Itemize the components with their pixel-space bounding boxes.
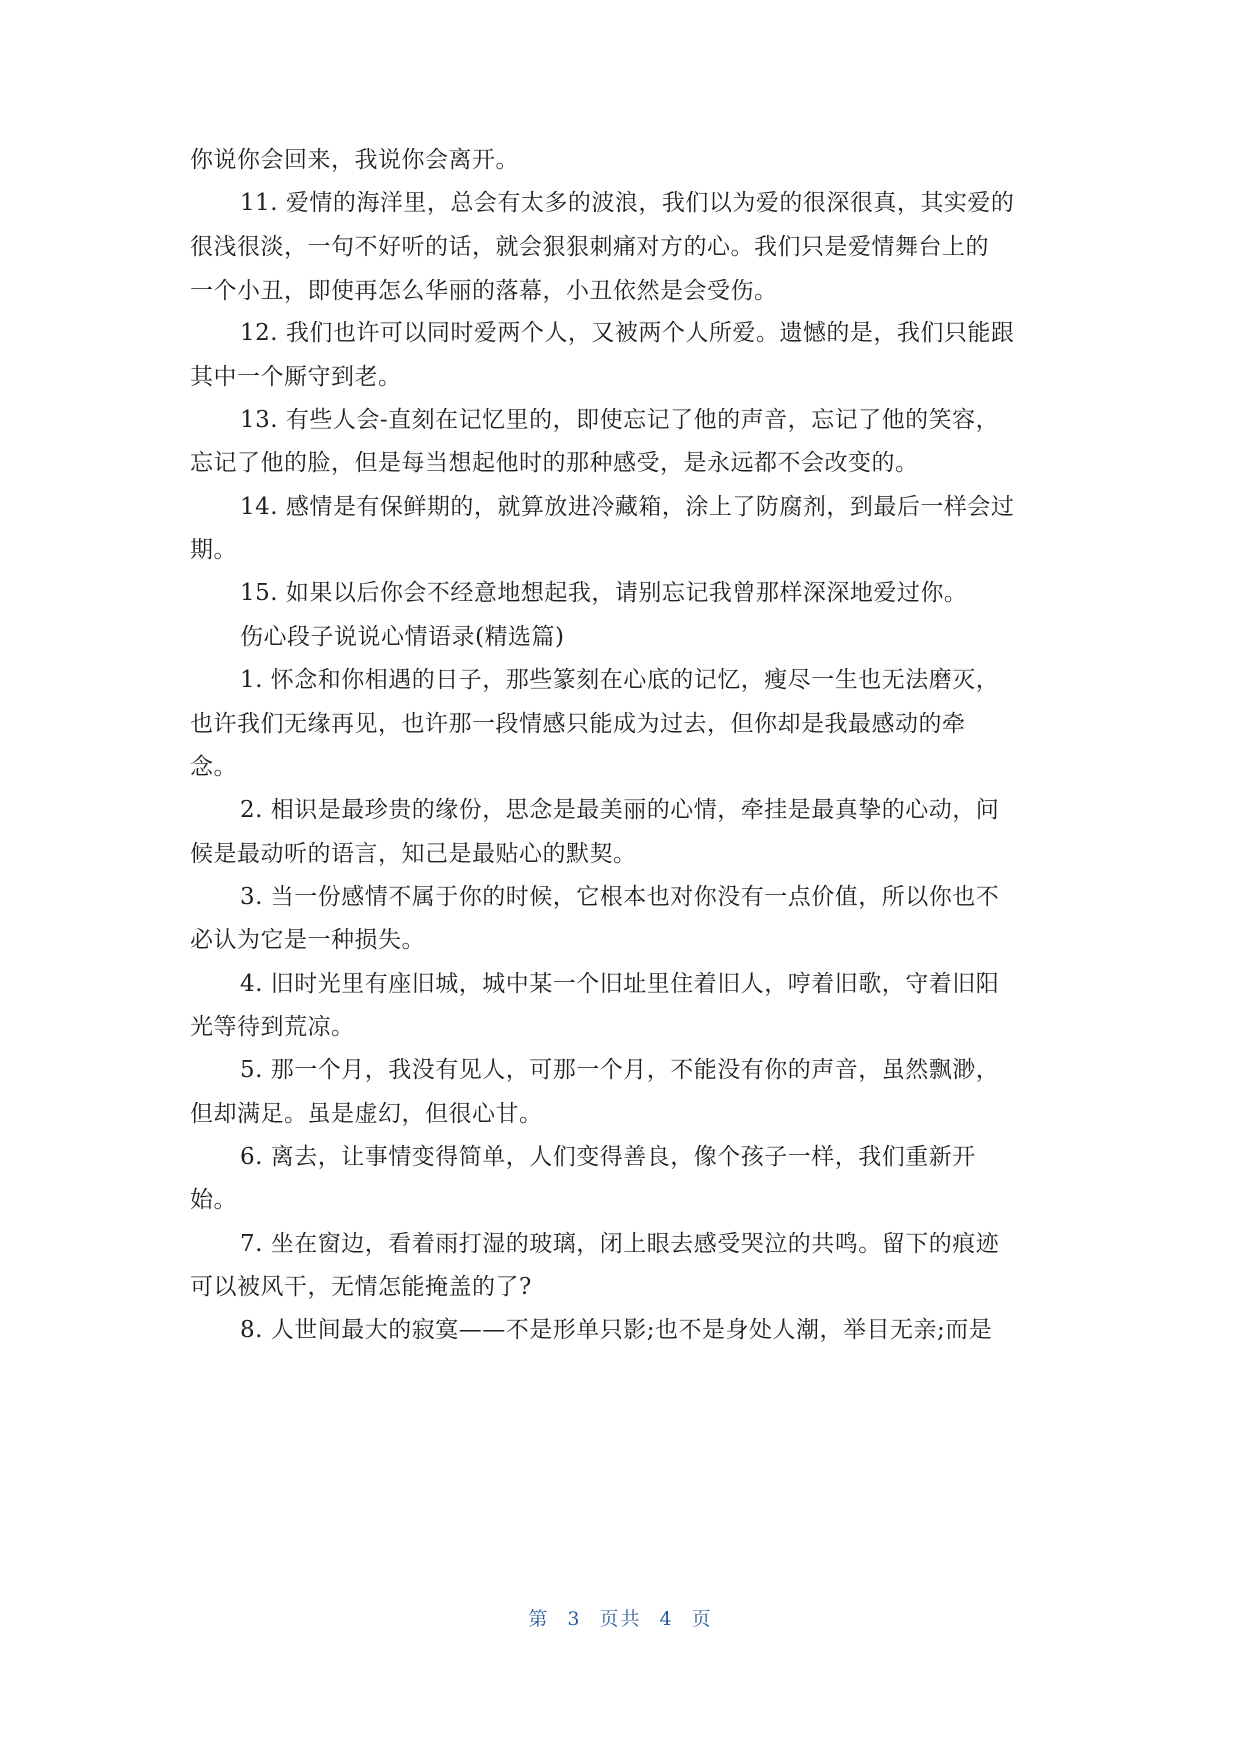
current-page-number: 3 bbox=[567, 1608, 582, 1630]
text-line: 1. 怀念和你相遇的日子，那些篆刻在心底的记忆，瘦尽一生也无法磨灭， bbox=[240, 667, 1000, 693]
text-line: 15. 如果以后你会不经意地想起我，请别忘记我曾那样深深地爱过你。 bbox=[240, 580, 968, 606]
text-line: 5. 那一个月，我没有见人，可那一个月，不能没有你的声音，虽然飘渺， bbox=[240, 1057, 1000, 1083]
text-line: 3. 当一份感情不属于你的时候，它根本也对你没有一点价值，所以你也不 bbox=[240, 884, 1000, 910]
footer-suffix: 页 bbox=[691, 1608, 713, 1630]
page-footer bbox=[0, 1604, 1241, 1631]
footer-prefix: 第 bbox=[528, 1608, 550, 1630]
text-line: 4. 旧时光里有座旧城，城中某一个旧址里住着旧人，哼着旧歌，守着旧阳 bbox=[240, 971, 1000, 997]
text-line: 也许我们无缘再见，也许那一段情感只能成为过去，但你却是我最感动的牵 bbox=[190, 711, 966, 737]
text-line: 很浅很淡，一句不好听的话，就会狠狠刺痛对方的心。我们只是爱情舞台上的 bbox=[190, 234, 989, 260]
text-line: 忘记了他的脸，但是每当想起他时的那种感受，是永远都不会改变的。 bbox=[190, 450, 919, 476]
footer-middle: 页共 bbox=[599, 1608, 642, 1630]
text-line: 候是最动听的语言，知己是最贴心的默契。 bbox=[190, 841, 637, 867]
text-line: 11. 爱情的海洋里，总会有太多的波浪，我们以为爱的很深很真，其实爱的 bbox=[240, 190, 1015, 216]
text-line: 其中一个厮守到老。 bbox=[190, 364, 402, 390]
text-line: 12. 我们也许可以同时爱两个人，又被两个人所爱。遗憾的是，我们只能跟 bbox=[240, 320, 1015, 346]
text-line: 念。 bbox=[190, 754, 237, 780]
text-line: 必认为它是一种损失。 bbox=[190, 927, 425, 953]
text-line: 期。 bbox=[190, 537, 237, 563]
total-page-number: 4 bbox=[659, 1608, 674, 1630]
text-line: 2. 相识是最珍贵的缘份，思念是最美丽的心情，牵挂是最真挚的心动，问 bbox=[240, 797, 1000, 823]
text-line: 14. 感情是有保鲜期的，就算放进冷藏箱，涂上了防腐剂，到最后一样会过 bbox=[240, 494, 1015, 520]
text-line: 6. 离去，让事情变得简单，人们变得善良，像个孩子一样，我们重新开 bbox=[240, 1144, 976, 1170]
text-line: 13. 有些人会-直刻在记忆里的，即使忘记了他的声音，忘记了他的笑容， bbox=[240, 407, 1000, 433]
text-line: 光等待到荒凉。 bbox=[190, 1014, 355, 1040]
text-line: 始。 bbox=[190, 1187, 237, 1213]
text-line: 你说你会回来，我说你会离开。 bbox=[190, 147, 519, 173]
text-line: 一个小丑，即使再怎么华丽的落幕，小丑依然是会受伤。 bbox=[190, 278, 778, 304]
text-line: 但却满足。虽是虚幻，但很心甘。 bbox=[190, 1101, 543, 1127]
section-heading: 伤心段子说说心情语录(精选篇) bbox=[240, 624, 565, 650]
text-line: 7. 坐在窗边，看着雨打湿的玻璃，闭上眼去感受哭泣的共鸣。留下的痕迹 bbox=[240, 1231, 1000, 1257]
text-line: 可以被风干，无情怎能掩盖的了? bbox=[190, 1274, 532, 1300]
text-line: 8. 人世间最大的寂寞——不是形单只影;也不是身处人潮，举目无亲;而是 bbox=[240, 1317, 993, 1343]
